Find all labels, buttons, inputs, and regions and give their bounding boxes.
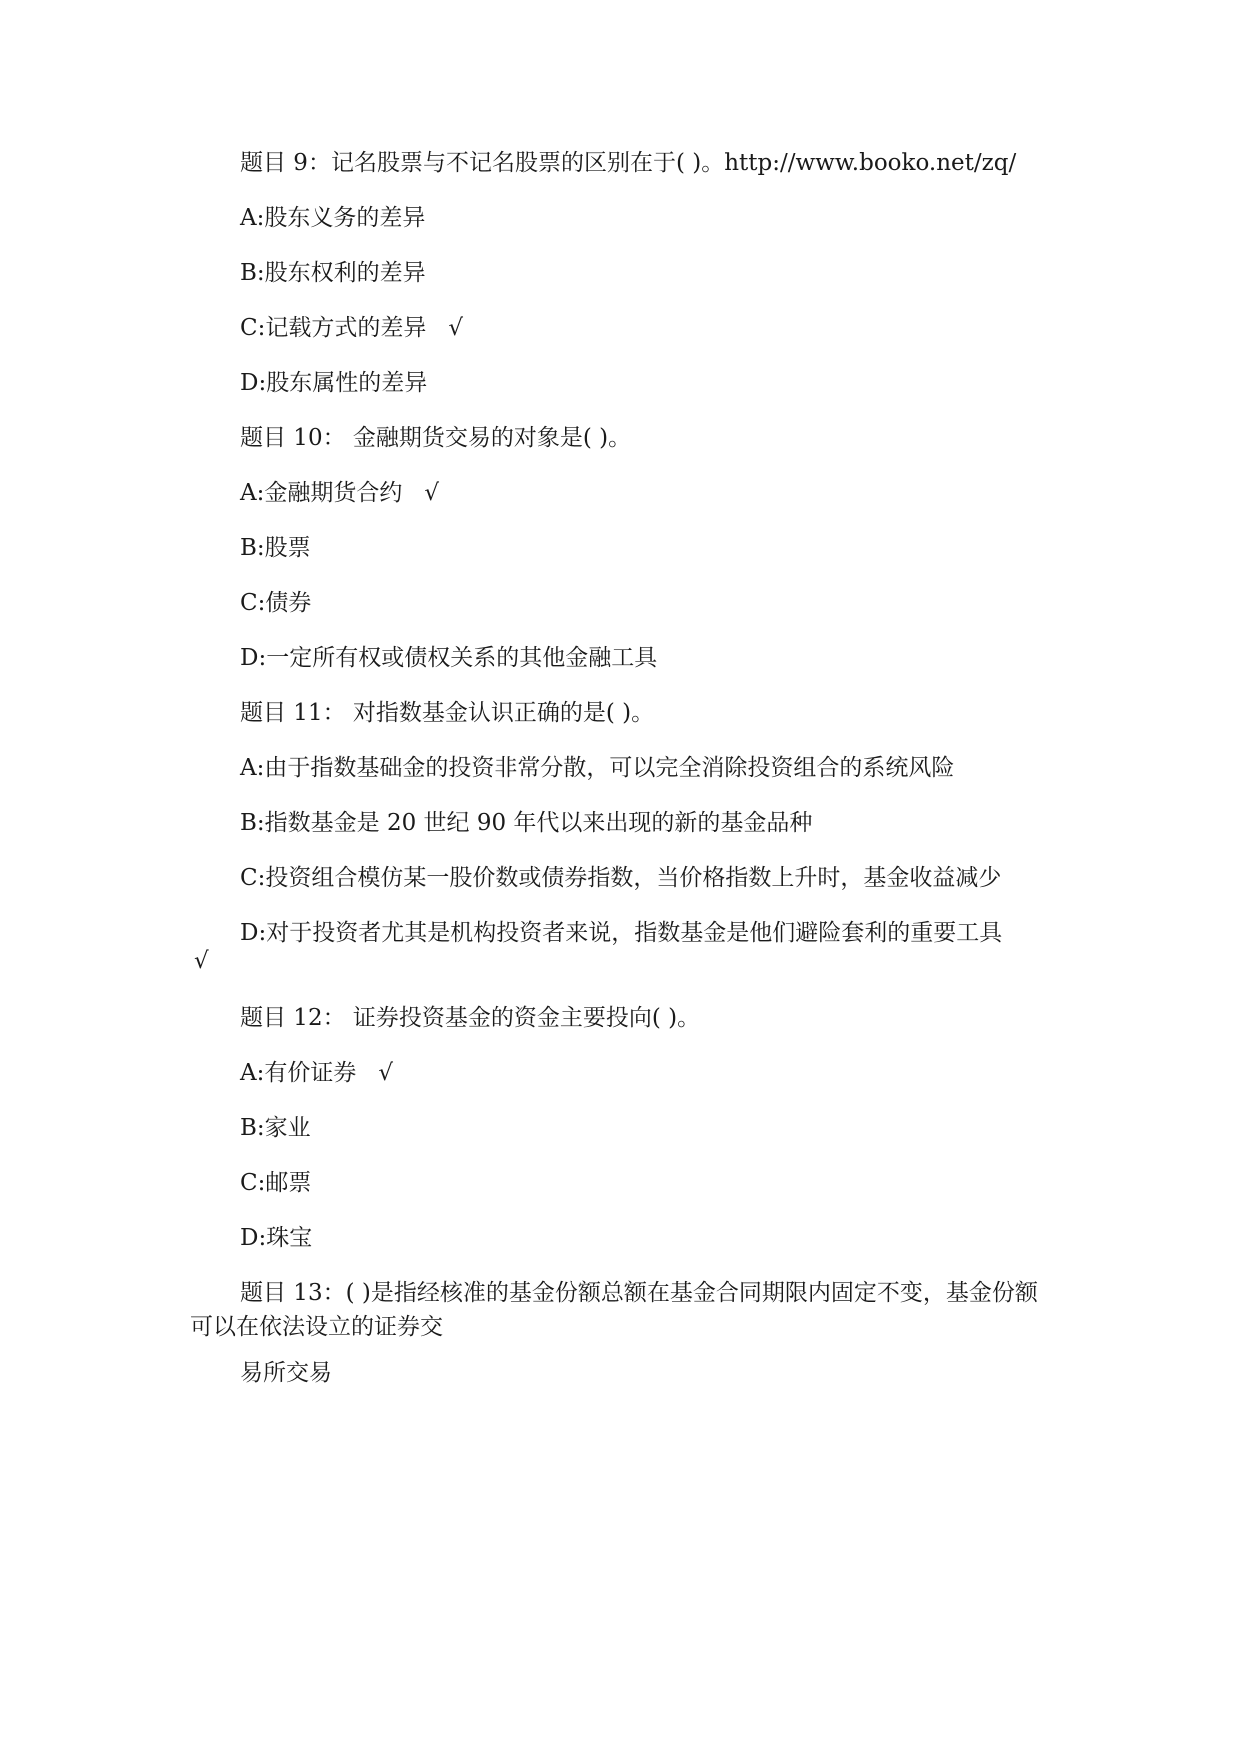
option-a: A:股东义务的差异 <box>240 205 426 231</box>
option-b: B:家业 <box>240 1115 311 1141</box>
option-text: A:有价证券 <box>240 1060 357 1086</box>
option-a: A:由于指数基础金的投资非常分散，可以完全消除投资组合的系统风险 <box>240 755 955 781</box>
option-b: B:指数基金是 20 世纪 90 年代以来出现的新的基金品种 <box>240 810 813 836</box>
question-title: 题目 9：记名股票与不记名股票的区别在于( )。http://www.booko.net/zq/ <box>240 150 1017 176</box>
question-continuation: 易所交易 <box>240 1360 332 1386</box>
question-title: 题目 10： 金融期货交易的对象是( )。 <box>240 425 632 451</box>
check-mark-icon: √ <box>378 1060 394 1086</box>
option-text: A:金融期货合约 <box>240 480 403 506</box>
option-c: C:债券 <box>240 590 312 616</box>
option-c <box>240 313 463 343</box>
option-c: C:投资组合模仿某一股价数或债券指数，当价格指数上升时，基金收益减少 <box>240 865 1002 891</box>
option-a <box>240 478 439 508</box>
question-title: 题目 11： 对指数基金认识正确的是( )。 <box>240 700 655 726</box>
option-c: C:邮票 <box>240 1170 312 1196</box>
question-title: 题目 12： 证券投资基金的资金主要投向( )。 <box>240 1005 701 1031</box>
check-mark-icon: √ <box>424 480 440 506</box>
option-a <box>240 1058 393 1088</box>
option-text: C:记载方式的差异 <box>240 315 427 341</box>
option-d: D:一定所有权或债权关系的其他金融工具 <box>240 645 658 671</box>
option-d: D:珠宝 <box>240 1225 313 1251</box>
check-mark-icon: √ <box>448 315 464 341</box>
question-title: 题目 13：( )是指经核准的基金份额总额在基金合同期限内固定不变，基金份额可以在依法设立的证券交 <box>190 1280 1038 1340</box>
option-b: B:股东权利的差异 <box>240 260 426 286</box>
option-d: D:股东属性的差异 <box>240 370 428 396</box>
option-d: D:对于投资者尤其是机构投资者来说，指数基金是他们避险套利的重要工具 <box>240 920 1003 946</box>
option-b: B:股票 <box>240 535 311 561</box>
check-mark-icon: √ <box>194 948 209 974</box>
